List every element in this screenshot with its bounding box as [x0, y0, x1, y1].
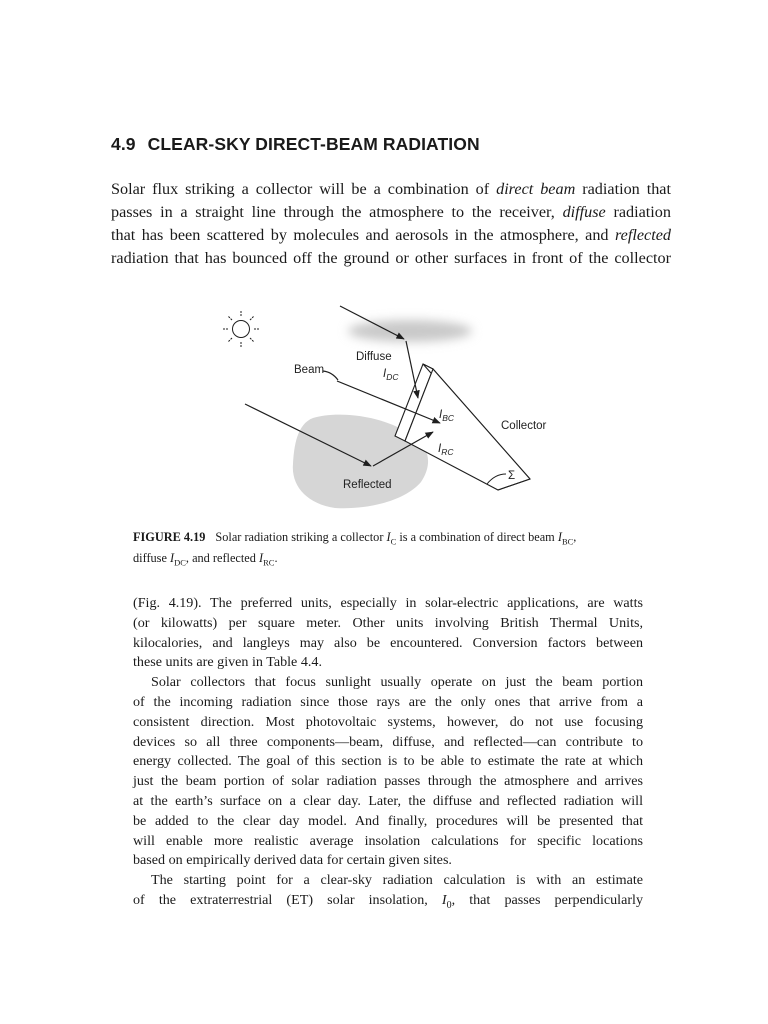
collector-label: Collector: [501, 420, 547, 432]
diffuse-label: Diffuse: [356, 351, 392, 363]
sun-icon: [223, 311, 259, 347]
diffuse-symbol: $I_{DC}$: [383, 368, 399, 382]
body-line: based on empirically derived data for certain given sites.: [133, 852, 452, 869]
intro-line: radiation that has bounced off the ground or other surfaces in front of the collector: [111, 249, 671, 267]
body-line: (Fig. 4.19). The preferred units, especially in solar-electric applications, are watts: [133, 595, 643, 611]
body-line: devices so all three components—beam, diffuse, and reflected—can contribute to: [133, 733, 643, 750]
intro-line: passes in a straight line through the atmosphere to the receiver, diffuse radiation: [111, 203, 671, 221]
figure-caption: FIGURE 4.19 Solar radiation striking a collector $I_C$ is a combination of direct beam $I_{BC}$, diffuse $I_{DC}$, and reflected $I_{RC}$.: [133, 530, 577, 568]
figure-number: FIGURE 4.19: [133, 530, 206, 544]
body-line: The starting point for a clear-sky radiation calculation is with an estimate: [151, 872, 643, 889]
body-line: (or kilowatts) per square meter. Other units involving British Thermal Units,: [133, 614, 643, 631]
body-line: energy collected. The goal of this section is to be able to estimate the rate at which: [133, 753, 643, 770]
cloud-shape: [348, 320, 472, 342]
figure-diagram: [195, 296, 575, 506]
body-line: of the incoming radiation since those rays are the only ones that arrive from a: [133, 693, 643, 710]
section-title: CLEAR-SKY DIRECT-BEAM RADIATION: [147, 134, 480, 154]
section-heading: [111, 134, 480, 155]
diffuse-arrow-lower: [406, 341, 418, 398]
body-line: just the beam portion of solar radiation passes through the atmosphere and arrives: [133, 773, 643, 790]
intro-line: Solar flux striking a collector will be a combination of direct beam radiation that: [111, 180, 671, 198]
tilt-angle-symbol: Σ: [508, 470, 516, 482]
body-line: of the extraterrestrial (ET) solar insolation, $I_0$, that passes perpendicularly: [133, 891, 643, 911]
body-text: [133, 594, 643, 916]
body-line: kilocalories, and langleys may also be encountered. Conversion factors between: [133, 634, 643, 651]
intro-line: that has been scattered by molecules and aerosols in the atmosphere, and reflected: [111, 226, 671, 244]
beam-label: Beam: [294, 364, 325, 376]
beam-symbol: $I_{BC}$: [439, 409, 455, 423]
radiation-diagram: [195, 296, 575, 506]
body-line: consistent direction. Most photovoltaic systems, however, do not use focusing: [133, 713, 643, 730]
beam-label-leader: [323, 371, 338, 380]
reflected-symbol: $I_{RC}$: [438, 443, 454, 457]
body-line: will enable more realistic average insolation calculations for specific locations: [133, 832, 643, 849]
reflected-label: Reflected: [343, 479, 392, 491]
body-line: at the earth’s surface on a clear day. Later, the diffuse and reflected radiation will: [133, 792, 643, 809]
body-line: Solar collectors that focus sunlight usually operate on just the beam portion: [151, 674, 643, 691]
section-number: 4.9: [111, 134, 136, 154]
body-line: be added to the clear day model. And finally, procedures will be presented that: [133, 812, 643, 829]
body-line: these units are given in Table 4.4.: [133, 654, 322, 671]
intro-paragraph: [111, 178, 671, 270]
